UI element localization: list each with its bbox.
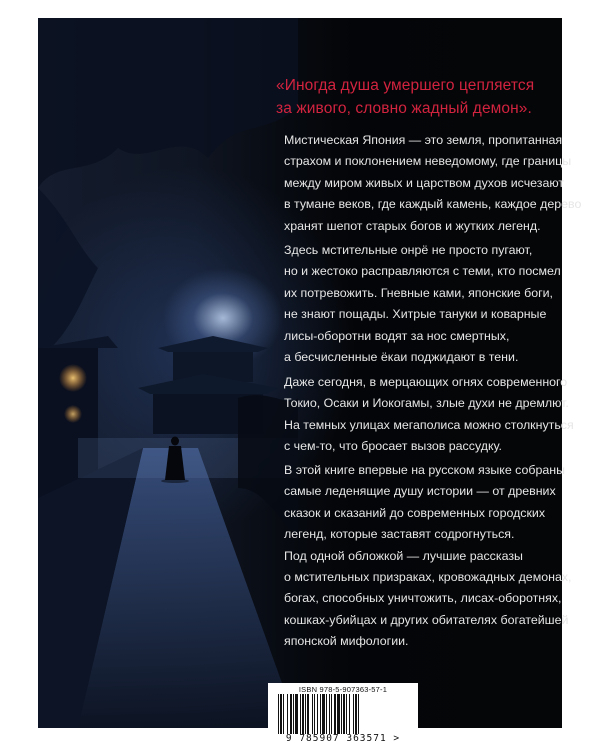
- isbn-barcode: [268, 683, 418, 745]
- barcode-bar: [280, 694, 282, 734]
- isbn-label: ISBN 978-5-907363-57-1: [298, 685, 388, 694]
- paragraph-line: с чем-то, что бросает вызов рассудку.: [284, 439, 502, 454]
- quote-line: «Иногда душа умершего цепляется: [276, 77, 535, 94]
- barcode-bar: [326, 694, 327, 734]
- paragraph-line: Здесь мстительные онрё не просто пугают,: [284, 243, 533, 257]
- barcode-bar: [334, 694, 336, 734]
- paragraph-line: На темных улицах мегаполиса можно столкнуться: [284, 417, 574, 432]
- barcode-bar: [329, 694, 330, 734]
- barcode-bars: [276, 694, 410, 734]
- paragraph-2: [284, 240, 574, 368]
- barcode-bar: [353, 694, 354, 734]
- paragraph-1: [284, 130, 582, 237]
- paragraph-line: В этой книге впервые на русском языке собраны: [284, 463, 566, 477]
- barcode-bar: [302, 694, 304, 734]
- paragraph-line: хранят шепот старых богов и жутких легенд.: [284, 218, 541, 233]
- paragraph-line: богах, способных уничтожить, лисах-оборотнях,: [284, 591, 562, 606]
- barcode-bar: [331, 694, 332, 734]
- barcode-bar: [312, 694, 313, 734]
- paragraph-line: в тумане веков, где каждый камень, каждое дерево: [284, 197, 582, 212]
- barcode-bar: [346, 694, 347, 734]
- barcode-bar: [295, 694, 298, 734]
- paragraph-line: не знают пощады. Хитрые тануки и коварные: [284, 307, 547, 322]
- paragraph-line: но и жестоко расправляются с теми, кто посмел: [284, 264, 561, 279]
- paragraph-line: Мистическая Япония — это земля, пропитанная: [284, 133, 563, 147]
- paragraph-line: Под одной обложкой — лучшие рассказы: [284, 548, 523, 563]
- quote: [276, 74, 556, 120]
- paragraph-line: Токио, Осаки и Иокогамы, злые духи не дремлют.: [284, 396, 569, 411]
- barcode-bar: [307, 694, 309, 734]
- paragraph-4: [284, 460, 574, 653]
- barcode-bar: [349, 694, 350, 734]
- night-street-illustration: [38, 18, 298, 728]
- barcode-bar: [358, 694, 359, 734]
- quote-line: за живого, словно жадный демон».: [276, 100, 532, 117]
- paragraph-line: между миром живых и царством духов исчезают: [284, 175, 565, 190]
- paragraph-line: кошках-убийцах и других обитателях богатейшей: [284, 612, 569, 627]
- barcode-bar: [278, 694, 279, 734]
- barcode-bar: [337, 694, 340, 734]
- back-cover: [38, 18, 582, 744]
- barcode-bar: [341, 694, 342, 734]
- barcode-bar: [314, 694, 315, 734]
- barcode-digits: 9 785907 363571 >: [285, 733, 401, 744]
- barcode-bar: [287, 694, 288, 734]
- paragraph-line: страхом и поклонением неведомому, где границы: [284, 154, 572, 169]
- paragraph-line: Даже сегодня, в мерцающих огнях современного: [284, 375, 568, 389]
- barcode-bar: [293, 694, 294, 734]
- barcode-bar: [343, 694, 345, 734]
- barcode-bar: [317, 694, 318, 734]
- barcode-bar: [322, 694, 325, 734]
- paragraph-line: самые леденящие душу истории — от древних: [284, 484, 556, 499]
- paragraph-line: а бесчисленные ёкаи поджидают в тени.: [284, 350, 519, 365]
- barcode-bar: [290, 694, 292, 734]
- paragraph-line: о мстительных призраках, кровожадных демонах,: [284, 570, 572, 585]
- barcode-bar: [355, 694, 357, 734]
- paragraph-line: лисы-оборотни водят за нос смертных,: [284, 328, 510, 343]
- barcode-bar: [305, 694, 306, 734]
- barcode-bar: [320, 694, 321, 734]
- paragraph-line: их потревожить. Гневные ками, японские боги,: [284, 285, 553, 300]
- paragraph-3: [284, 372, 574, 458]
- barcode-bar: [283, 694, 284, 734]
- paragraph-line: японской мифологии.: [284, 634, 409, 649]
- barcode-bar: [300, 694, 301, 734]
- paragraph-line: легенд, которые заставят содрогнуться.: [284, 527, 515, 542]
- paragraph-line: сказок и сказаний до современных городских: [284, 505, 546, 520]
